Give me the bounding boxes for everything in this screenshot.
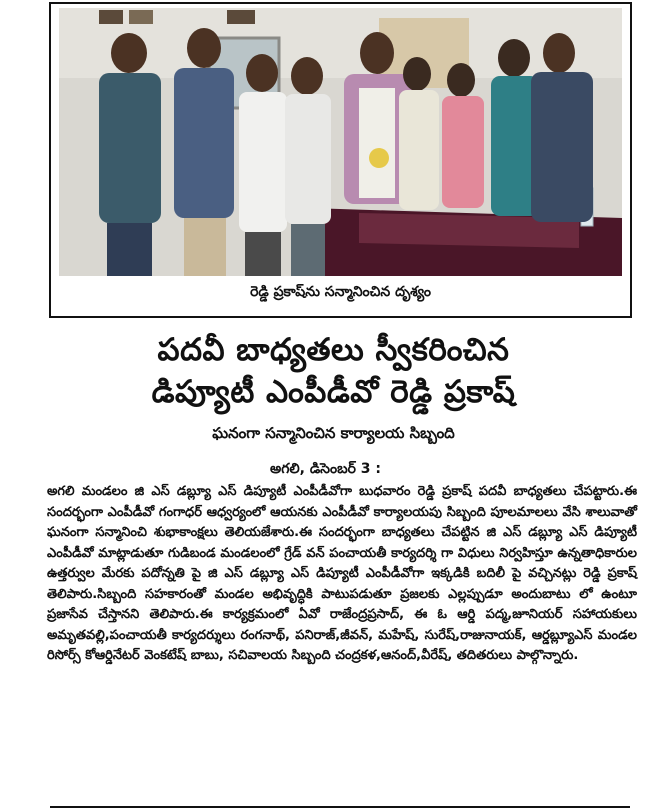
article-body: అగలి మండలం జి ఎస్ డబ్ల్యూ ఎస్ డిప్యూటీ ఎంపీడీవోగా బుధవారం రెడ్డి ప్రకాష్ పదవీ బాధ్యతలు చేపట్టారు.ఈ సందర్భంగా ఎంపీడీవో గంగాధర్ ఆధ్వర్యంలో ఆయనకు ఎంపీడీవో కార్యాలయపు సిబ్బంది పూలమాలలు వేసి శాలువాతో ఘనంగా సన్మానించి శుభాకాంక్షలు తెలియజేశారు.ఈ సందర్భంగా బాధ్యతలు చేపట్టిన జి ఎస్ డబ్ల్యూ ఎస్ డిప్యూటీ ఎంపీడీవో మాట్లాడుతూ గుడిబండ మండలంలో గ్రేడ్ వన్ పంచాయతీ కార్యదర్శి గా విధులు నిర్వహిస్తూ ఉన్నతాధికారుల ఉత్తర్వుల మేరకు పదోన్నతి పై జి ఎస్ డబ్ల్యూ ఎస్ డిప్యూటీ ఎంపీడీవోగా ఇక్కడికి బదిలీ పై వచ్చినట్లు రెడ్డి ప్రకాష్ తెలిపారు.సిబ్బంది సహకారంతో మండల అభివృద్ధికి పాటుపడుతూ ప్రజలకు ఎల్లప్పుడూ అందుబాటు లో ఉంటూ ప్రజాసేవ చేస్తానని తెలిపారు.ఈ కార్యక్రమంలో ఏవో రాజేంద్రప్రసాద్, ఈ ఓ ఆర్డి పద్మ,జూనియర్ సహాయకులు అమృతవల్లి,పంచాయతీ కార్యదర్శులు రంగనాథ్, పనిరాజ్,జీవన్, మహేష్, సురేష్,రాజునాయక్, ఆర్డబ్ల్యూఎస్ మండల రిసోర్స్ కోఆర్డినేటర్ వెంకటేష్ బాబు, సచివాలయ సిబ్బంది చంద్రకళ,ఆనంద్,వీరేష్, తదితరులు పాల్గొన్నారు. bbox=[47, 484, 637, 663]
dateline: అగలి, డిసెంబర్ 3 : bbox=[270, 461, 381, 477]
photo-frame bbox=[49, 2, 632, 318]
news-photo bbox=[59, 8, 622, 276]
photo-caption: రెడ్డి ప్రకాష్‌ను సన్మానించిన దృశ్యం bbox=[250, 284, 431, 300]
subheadline: ఘనంగా సన్మానించిన కార్యాలయ సిబ్బంది bbox=[212, 424, 455, 442]
group-photo-illustration bbox=[59, 8, 622, 276]
headline-line-1: పదవీ బాధ్యతలు స్వీకరించిన bbox=[157, 332, 510, 368]
bottom-divider bbox=[50, 806, 630, 808]
headline-line-2: డిప్యూటీ ఎంపీడీవో రెడ్డి ప్రకాష్ bbox=[151, 374, 516, 410]
